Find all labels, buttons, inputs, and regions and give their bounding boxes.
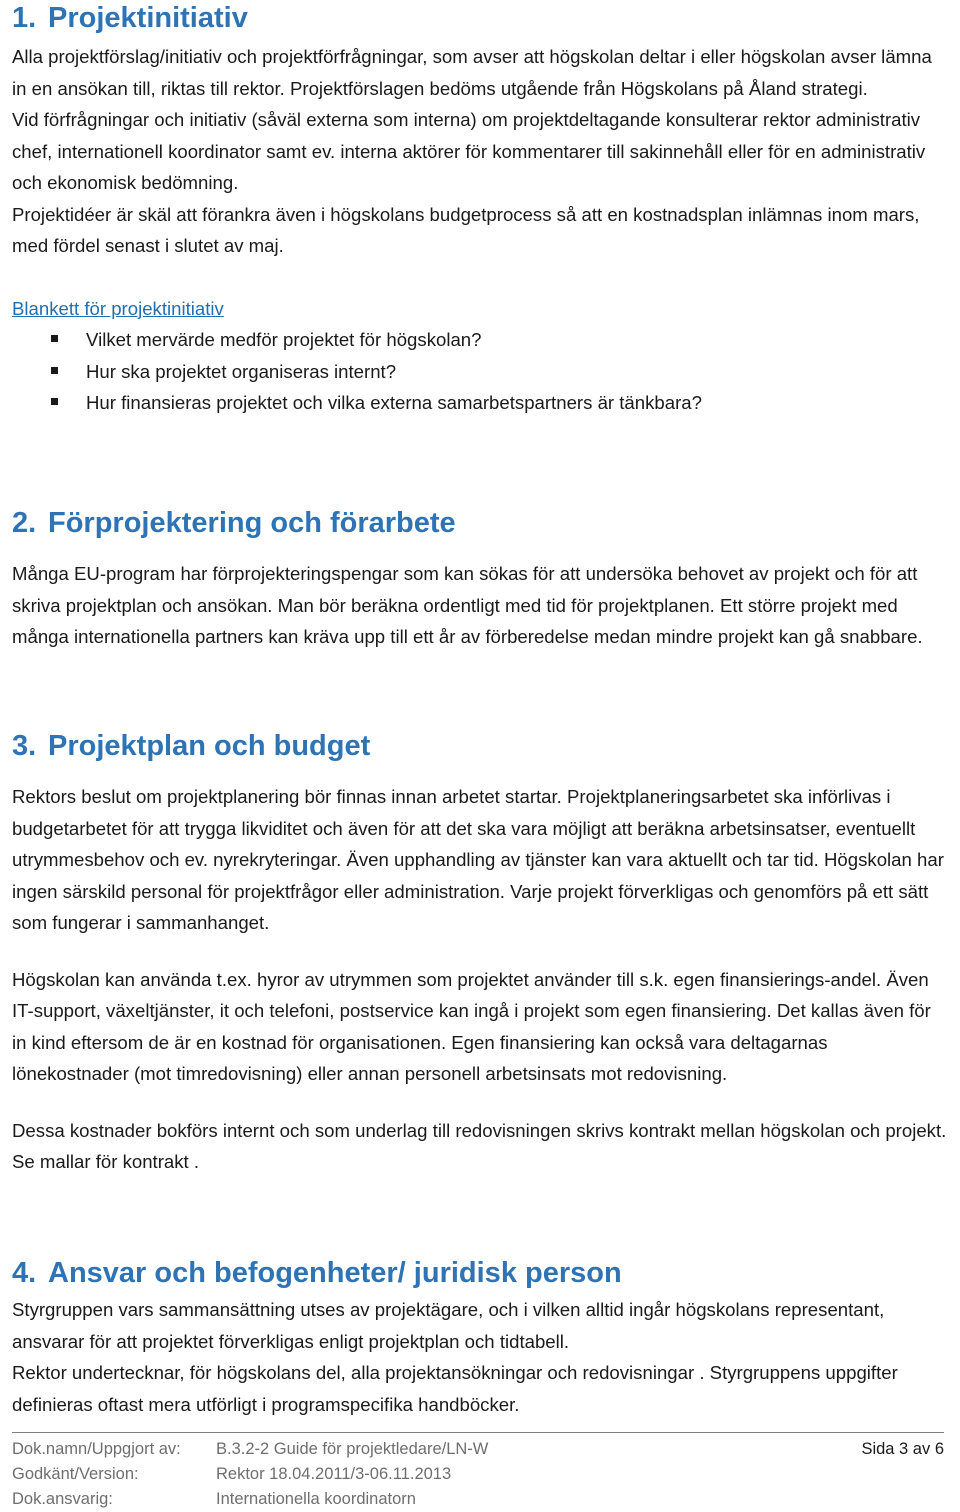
section-3-number: 3. [12,730,37,762]
section-3-paragraph-1: Rektors beslut om projektplanering bör finnas innan arbetet startar. Projektplaneringsarbetet ska införlivas i budgetarbetet för att trygga likviditet och även för att det ska vara möjligt att beräkna arbetsinsatser, eventuellt utrymmesbehov och ev. nyrekryteringar. Även upphandling av tjänster kan vara aktuellt och tar tid. Högskolan har ingen särskild personal för projektfrågor eller administration. Varje projekt förverkligas och genomförs på ett sätt som fungerar i sammanhanget. [12,786,944,933]
footer-row-document-owner [12,1487,944,1512]
section-4-paragraph-2: Rektor undertecknar, för högskolans del, alla projektansökningar och redovisningar . Styrgruppens uppgifter definieras oftast mera utförligt i programspecifika handböcker. [12,1362,898,1415]
square-bullet-icon [51,398,58,405]
page-number: Sida 3 av 6 [861,1440,944,1458]
list-item: Vilket mervärde medför projektet för högskolan? [12,324,947,356]
list-item: Hur ska projektet organiseras internt? [12,356,947,388]
section-3-title: Projektplan och budget [48,730,371,762]
section-3-paragraph-3: Dessa kostnader bokförs internt och som underlag till redovisningen skrivs kontrakt mellan högskolan och projekt. Se mallar för kontrakt . [12,1119,947,1172]
footer-value: B.3.2-2 Guide för projektledare/LN-W [216,1440,489,1458]
footer-row-document-name [12,1437,944,1462]
section-1-number: 1. [12,2,37,34]
section-2-title: Förprojektering och förarbete [48,507,456,539]
square-bullet-icon [51,367,58,374]
footer-label: Dok.namn/Uppgjort av: [12,1440,181,1458]
page-footer [12,1432,944,1512]
footer-value: Rektor 18.04.2011/3-06.11.2013 [216,1465,452,1483]
section-1-paragraph-3: Projektidéer är skäl att förankra även i högskolans budgetprocess så att en kostnadsplan inlämnas inom mars, med fördel senast i slutet av maj. [12,203,920,256]
section-4-paragraph-1: Styrgruppen vars sammansättning utses av projektägare, och i vilken alltid ingår högskolans representant, ansvarar för att projektet förverkligas enligt projektplan och tidtabell. [12,1299,885,1352]
section-1-paragraph-2: Vid förfrågningar och initiativ (såväl externa som interna) om projektdeltagande konsulterar rektor administrativ chef, internationell koordinator samt ev. interna aktörer för kommentarer till sakinnehåll eller för en administrativ och ekonomisk bedömning. [12,109,926,193]
project-initiative-form-link[interactable]: Blankett för projektinitiativ [12,297,224,319]
section-1-heading [12,0,248,36]
section-4-number: 4. [12,1257,37,1289]
footer-label: Godkänt/Version: [12,1465,139,1483]
section-3-heading [12,728,370,764]
section-1-question-list [12,324,947,419]
footer-label: Dok.ansvarig: [12,1490,113,1508]
section-1-title: Projektinitiativ [48,2,248,34]
footer-row-approved-version [12,1462,944,1487]
square-bullet-icon [51,335,58,342]
section-4-heading [12,1255,622,1291]
list-item: Hur finansieras projektet och vilka externa samarbetspartners är tänkbara? [12,387,947,419]
section-2-paragraph-1: Många EU-program har förprojekteringspengar som kan sökas för att undersöka behovet av projekt och för att skriva projektplan och ansökan. Man bör beräkna ordentligt med tid för projektplanen. Ett större projekt med många internationella partners kan kräva upp till ett år av förberedelse medan mindre projekt kan gå snabbare. [12,563,923,647]
footer-value: Internationella koordinatorn [216,1490,416,1508]
section-2-number: 2. [12,507,37,539]
section-4-title: Ansvar och befogenheter/ juridisk person [48,1257,622,1289]
section-1-paragraph-1: Alla projektförslag/initiativ och projektförfrågningar, som avser att högskolan deltar i eller högskolan avser lämna in en ansökan till, riktas till rektor. Projektförslagen bedöms utgående från Högskolans på Åland strategi. [12,46,932,99]
section-3-paragraph-2: Högskolan kan använda t.ex. hyror av utrymmen som projektet använder till s.k. egen finansierings-andel. Även IT-support, växeltjänster, it och telefoni, postservice kan ingå i projekt som egen finansiering. Det kallas även för in kind eftersom de är en kostnad för organisationen. Egen finansiering kan också vara deltagarnas lönekostnader (mot timredovisning) eller annan personell arbetsinsats mot redovisning. [12,968,931,1084]
section-2-heading [12,505,456,541]
